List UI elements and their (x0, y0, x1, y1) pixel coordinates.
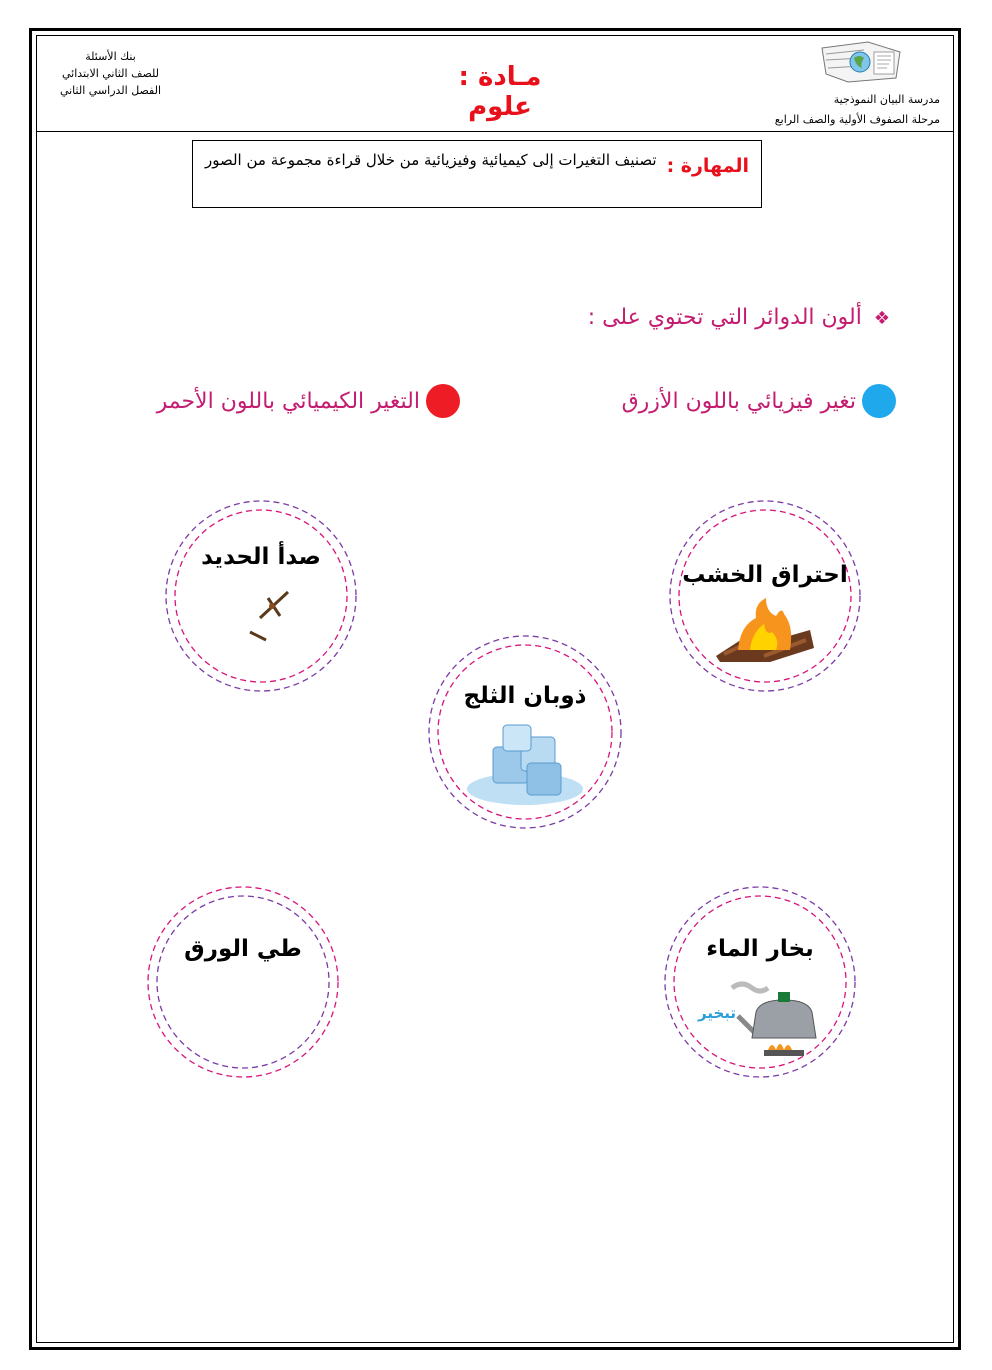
circle-folding-paper[interactable] (144, 886, 342, 1078)
school-stage: مرحلة الصفوف الأولية والصف الرابع (774, 113, 940, 126)
school-logo-icon (818, 40, 904, 84)
skill-text: تصنيف التغيرات إلى كيميائية وفيزيائية من خلال قراءة مجموعة من الصور (204, 151, 657, 169)
item-label: احتراق الخشب (682, 562, 848, 588)
instruction-line (588, 305, 890, 330)
school-name: مدرسة البيان النموذجية (833, 93, 940, 106)
semester-label: الفصل الدراسي الثاني (59, 84, 162, 97)
legend-chemical (157, 384, 460, 418)
item-label: ذوبان الثلج (463, 683, 587, 709)
header-right-block (775, 90, 940, 130)
circle-rust-iron[interactable] (162, 500, 360, 692)
subject-title: مـادة : علوم (458, 62, 542, 122)
legend-chemical-label: التغير الكيميائي باللون الأحمر (156, 388, 420, 414)
item-label: بخار الماء (706, 936, 814, 962)
rusty-nails-icon (246, 588, 302, 642)
evaporation-label: تبخير (698, 1004, 737, 1022)
legend-physical (622, 384, 896, 418)
skill-box (192, 140, 762, 208)
circle-burning-wood[interactable] (666, 500, 864, 692)
instruction-text: ألون الدوائر التي تحتوي على : (587, 305, 862, 330)
header-left-block (48, 48, 173, 99)
skill-label: المهارة : (666, 155, 749, 177)
circle-melting-ice[interactable] (425, 635, 625, 830)
legend-physical-label: تغير فيزيائي باللون الأزرق (621, 388, 856, 414)
red-dot-icon (426, 384, 460, 418)
fire-icon (710, 596, 820, 664)
diamond-bullet-icon: ❖ (873, 308, 890, 329)
item-label: صدأ الحديد (201, 544, 321, 570)
circle-water-vapor[interactable] (660, 886, 860, 1078)
blue-dot-icon (862, 384, 896, 418)
dashed-ring-icon (144, 886, 342, 1078)
item-label: طي الورق (184, 936, 302, 962)
header-divider (36, 131, 954, 132)
kettle-icon (724, 978, 828, 1068)
question-bank-label: بنك الأسئلة (85, 50, 136, 63)
ice-cubes-icon (463, 721, 583, 807)
grade-label: للصف الثاني الابتدائي (62, 67, 159, 80)
